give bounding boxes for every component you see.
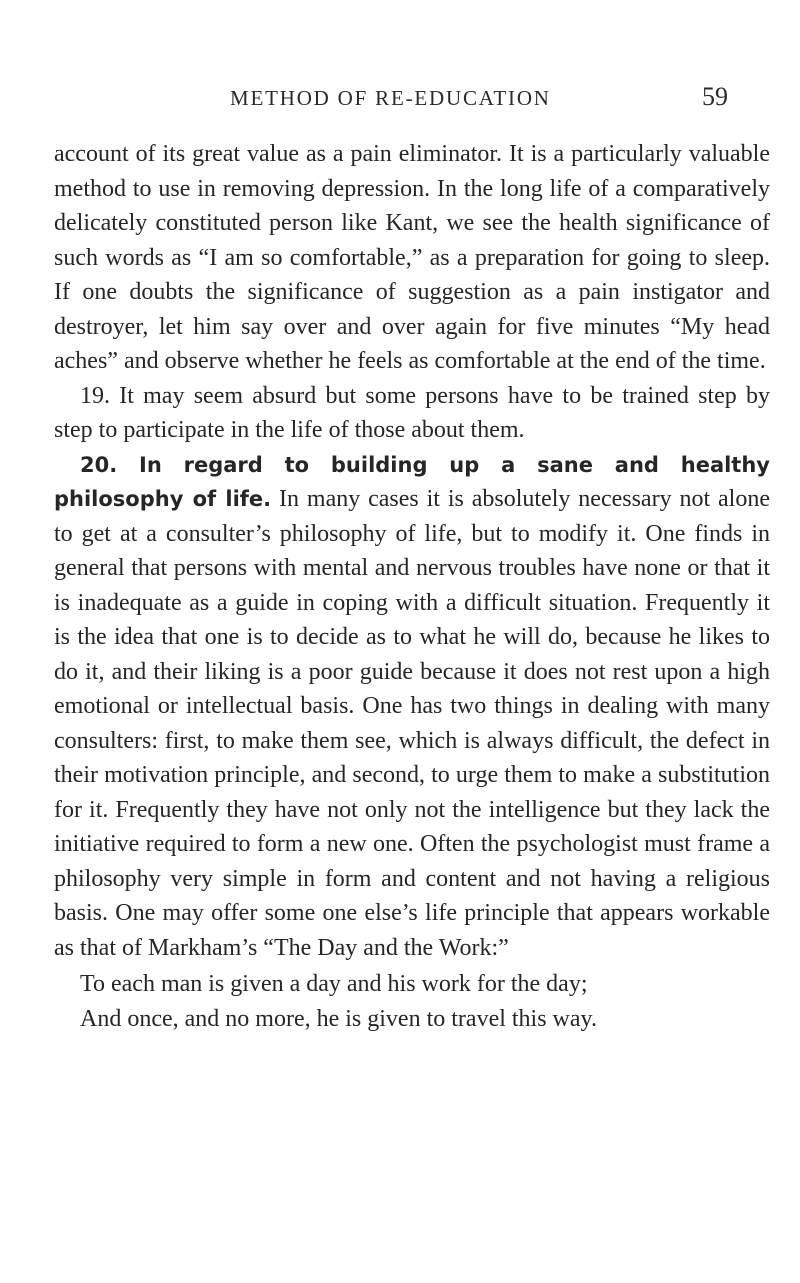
quoted-verse	[54, 967, 770, 1036]
body-text	[54, 137, 770, 1036]
verse-line-2: And once, and no more, he is given to travel this way.	[80, 1005, 597, 1032]
paragraph-19: 19. It may seem absurd but some persons have to be trained step by step to participate in the life of those about them.	[54, 382, 770, 443]
running-title: METHOD OF RE-EDUCATION	[230, 86, 551, 110]
paragraph-1: account of its great value as a pain eliminator. It is a particularly valuable method to use in removing depression. In the long life of a comparatively delicately constituted person like Kant, we see the health significance of such words as “I am so comfortable,” as a preparation for going to sleep. If one doubts the significance of suggestion as a pain instigator and destroyer, let him say over and over again for five minutes “My head aches” and observe whether he feels as comfortable at the end of the time.	[54, 141, 770, 374]
section-heading: 20. In regard to building up a sane and healthy philosophy of life.	[54, 452, 770, 511]
page-number: 59	[702, 82, 728, 111]
paragraph-20-body: In many cases it is absolutely necessary not alone to get at a consulter’s philosophy of life, but to modify it. One finds in general that persons with mental and nervous troubles have none or that it is inadequate as a guide in coping with a difficult situation. Frequently it is the idea that one is to decide as to what he will do, because he likes to do it, and their liking is a poor guide because it does not rest upon a high emotional or intellectual basis. One has two things in dealing with many consulters: first, to make them see, which is always difficult, the defect in their motivation principle, and second, to urge them to make a substitution for it. Frequently they have not only not the intelligence but they lack the initiative required to form a new one. Often the psychologist must frame a philosophy very simple in form and content and not having a religious basis. One may offer some one else’s life principle that appears workable as that of Markham’s “The Day and the Work:”	[54, 486, 770, 961]
verse-line-1: To each man is given a day and his work for the day;	[80, 971, 588, 997]
paragraph-20	[54, 448, 770, 966]
